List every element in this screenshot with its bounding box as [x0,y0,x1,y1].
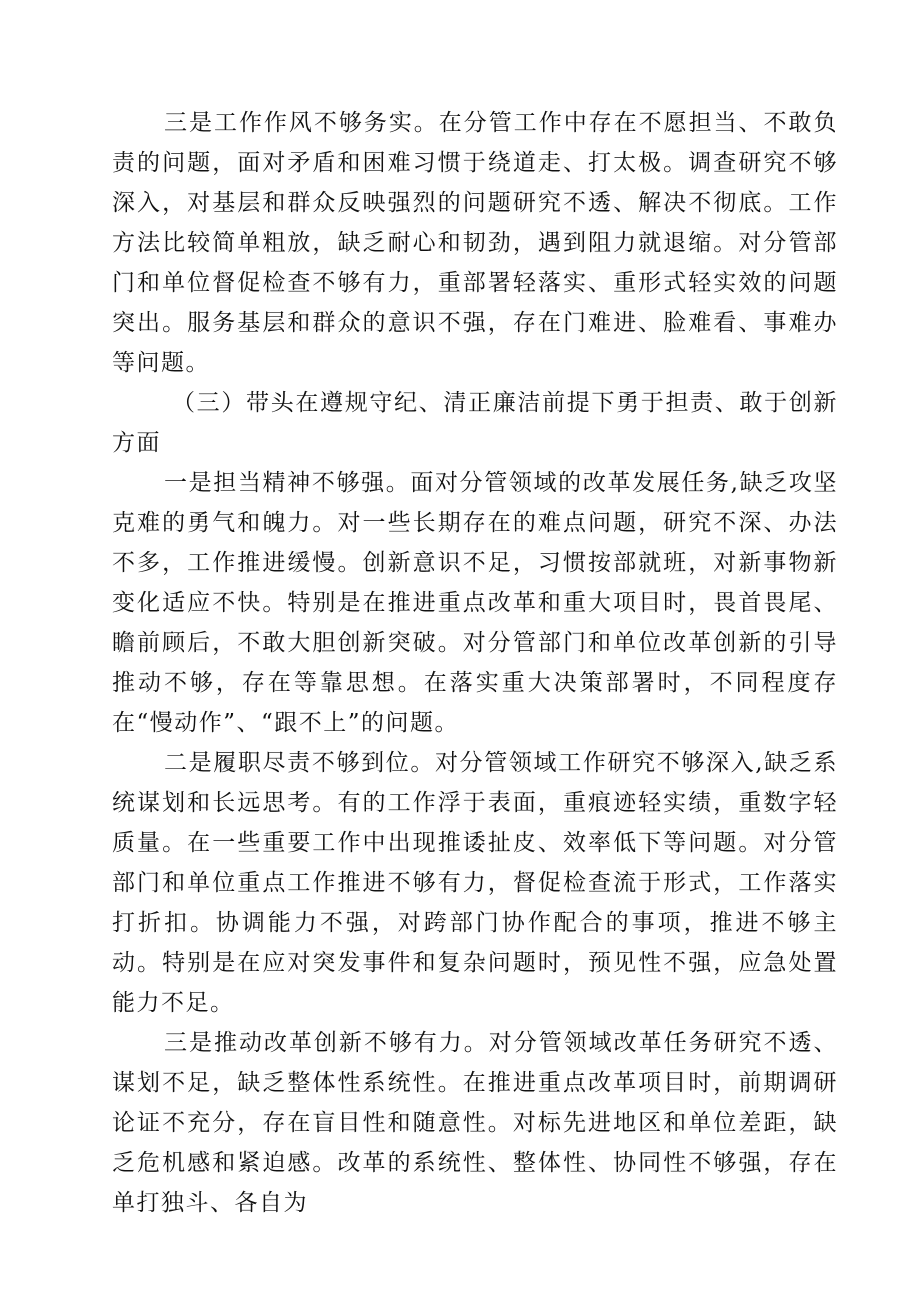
document-body [112,103,838,1223]
paragraph-duty-performance: 二是履职尽责不够到位。对分管领域工作研究不够深入,缺乏系统谋划和长远思考。有的工作浮于表面，重痕迹轻实绩，重数字轻质量。在一些重要工作中出现推诿扯皮、效率低下等问题。对分管部门和单位重点工作推进不够有力，督促检查流于形式，工作落实打折扣。协调能力不强，对跨部门协作配合的事项，推进不够主动。特别是在应对突发事件和复杂问题时，预见性不强，应急处置能力不足。 [112,750,838,1016]
paragraph-responsibility: 一是担当精神不够强。面对分管领域的改革发展任务,缺乏攻坚克难的勇气和魄力。对一些长期存在的难点问题，研究不深、办法不多，工作推进缓慢。创新意识不足，习惯按部就班，对新事物新变化适应不快。特别是在推进重点改革和重大项目时，畏首畏尾、瞻前顾后，不敢大胆创新突破。对分管部门和单位改革创新的引导推动不够，存在等靠思想。在落实重大决策部署时，不同程度存在“慢动作”、“跟不上”的问题。 [112,470,838,736]
paragraph-reform-innovation: 三是推动改革创新不够有力。对分管领域改革任务研究不透、谋划不足，缺乏整体性系统性。在推进重点改革项目时，前期调研论证不充分，存在盲目性和随意性。对标先进地区和单位差距，缺乏危机感和紧迫感。改革的系统性、整体性、协同性不够强，存在单打独斗、各自为 [112,1030,838,1216]
paragraph-work-style: 三是工作作风不够务实。在分管工作中存在不愿担当、不敢负责的问题，面对矛盾和困难习惯于绕道走、打太极。调查研究不够深入，对基层和群众反映强烈的问题研究不透、解决不彻底。工作方法比较简单粗放，缺乏耐心和韧劲，遇到阻力就退缩。对分管部门和单位督促检查不够有力，重部署轻落实、重形式轻实效的问题突出。服务基层和群众的意识不强，存在门难进、脸难看、事难办等问题。 [112,110,838,376]
section-heading-three: （三）带头在遵规守纪、清正廉洁前提下勇于担责、敢于创新方面 [112,390,838,456]
